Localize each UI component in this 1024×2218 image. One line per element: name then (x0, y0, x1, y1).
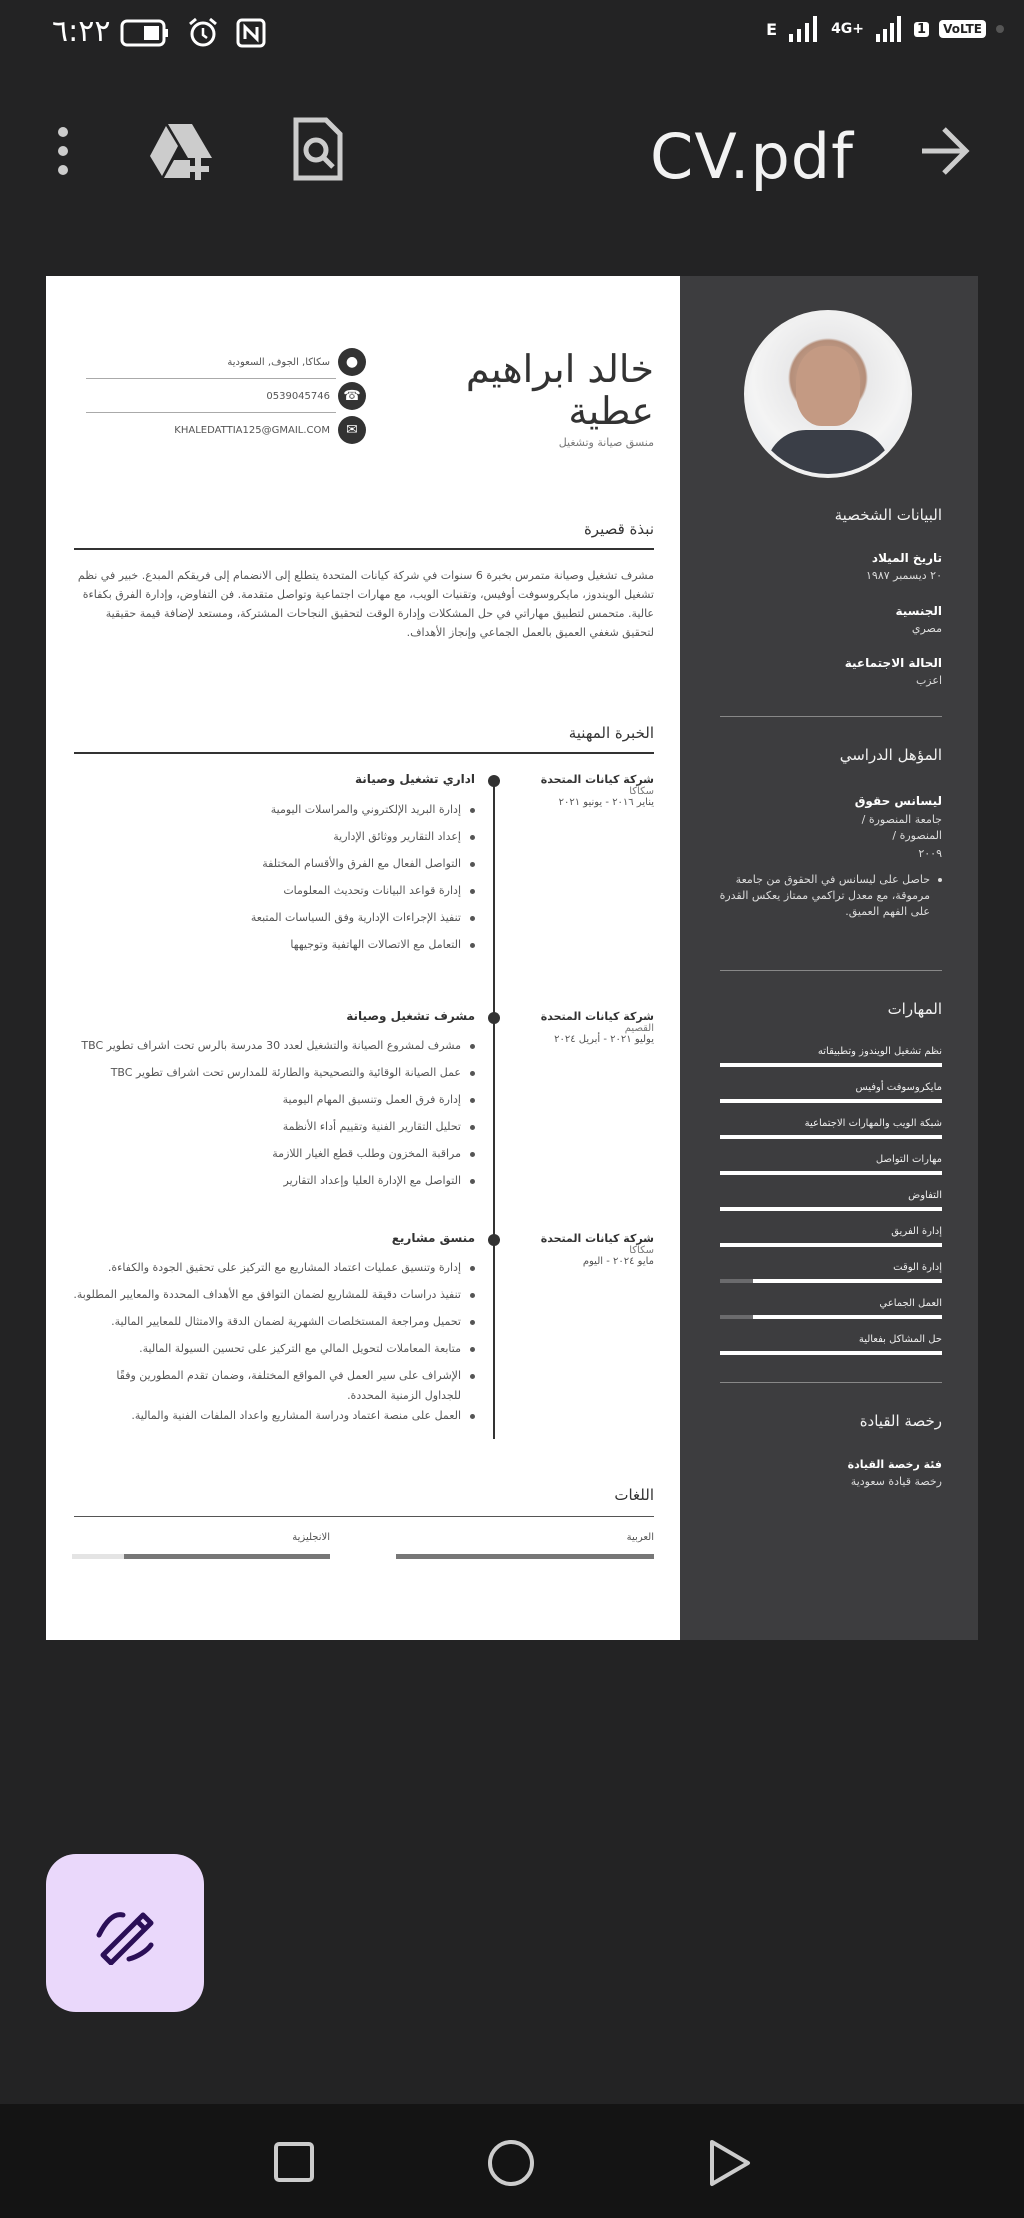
skill-label: مايكروسوفت أوفيس (855, 1082, 942, 1093)
profile-photo (744, 310, 912, 478)
skill-bar (720, 1063, 942, 1067)
skill-item (720, 1262, 942, 1283)
marital-value: اعزب (915, 674, 942, 687)
section-rule (74, 548, 654, 550)
experience-title: الخبرة المهنية (568, 724, 654, 742)
education-note (718, 872, 942, 920)
system-nav-bar (0, 2104, 1024, 2218)
recent-apps-icon[interactable] (272, 2140, 316, 2184)
job-bullets (81, 1036, 475, 1198)
nationality-value: مصري (911, 622, 942, 635)
languages-title: اللغات (614, 1486, 654, 1504)
list-item: مشرف لمشروع الصيانة والتشغيل لعدد 30 مدرسة بالرس تحت اشراف تطوير TBC (95, 1036, 475, 1063)
list-item: التعامل مع الاتصالات الهاتفية وتوجيهها (95, 935, 475, 962)
profile-photo-shirt (766, 430, 890, 478)
cv-subtitle: منسق صيانة وتشغيل (558, 436, 654, 449)
graduation-year: ٢٠٠٩ (918, 847, 942, 860)
section-rule (74, 752, 654, 754)
status-icons-left (120, 16, 266, 50)
timeline-dot (488, 775, 500, 787)
job-role: منسق مشاريع (391, 1231, 475, 1245)
network-type: E (766, 19, 778, 39)
cv-sidebar (680, 276, 978, 1640)
pen-annotate-icon (93, 1901, 157, 1965)
skill-bar-fill (720, 1351, 942, 1355)
contact-location (106, 348, 366, 376)
skill-bar-fill (753, 1279, 942, 1283)
summary-title: نبذة قصيرة (583, 520, 654, 538)
skill-bar (720, 1315, 942, 1319)
divider (86, 378, 336, 379)
skill-item (720, 1190, 942, 1211)
cv-name-line1: خالد ابراهيم (465, 347, 654, 391)
back-icon[interactable] (706, 2138, 752, 2188)
section-rule (74, 1516, 654, 1517)
dob-label: تاريخ الميلاد (871, 551, 942, 565)
job-role: مشرف تشغيل وصيانة (346, 1009, 475, 1023)
status-time: ٦:٢٢ (52, 14, 111, 49)
skill-label: حل المشاكل بفعالية (858, 1334, 942, 1345)
skill-bar-fill (720, 1207, 942, 1211)
more-vert-icon[interactable] (48, 124, 78, 178)
skill-bar-fill (720, 1135, 942, 1139)
job-bullets (73, 1258, 475, 1433)
sim-indicator: 1 (914, 22, 929, 37)
list-item: تنفيذ الإجراءات الإدارية وفق السياسات المتبعة (95, 908, 475, 935)
education-title: المؤهل الدراسي (839, 746, 942, 764)
dob-value: ٢٠ ديسمبر ١٩٨٧ (866, 569, 942, 582)
timeline-dot (488, 1012, 500, 1024)
document-title: CV.pdf (650, 120, 854, 193)
language-name: الانجليزية (292, 1532, 330, 1543)
list-item: عمل الصيانة الوقائية والتصحيحية والطارئة للمدارس تحت اشراف تطوير TBC (95, 1063, 475, 1090)
location-text: سكاكا, الجوف, السعودية (227, 356, 330, 368)
signal-icon (787, 14, 821, 44)
timeline-line (493, 781, 495, 1439)
pdf-toolbar (0, 100, 1024, 210)
university: جامعة المنصورة / المنصورة / (861, 813, 942, 842)
location-pin-icon: ● (338, 348, 366, 376)
phone-text: 0539045746 (266, 390, 330, 402)
list-item: مراقبة المخزون وطلب قطع الغيار اللازمة (95, 1144, 475, 1171)
battery-icon (120, 18, 170, 48)
job-role: اداري تشغيل وصيانة (355, 772, 475, 786)
job-location: سكاكا (629, 1245, 654, 1256)
job-bullets (95, 800, 475, 962)
skill-item (720, 1298, 942, 1319)
skill-bar (720, 1171, 942, 1175)
skill-label: التفاوض (908, 1190, 942, 1201)
skill-bar-fill (753, 1315, 942, 1319)
profile-photo-face (796, 346, 860, 426)
skill-bar (720, 1135, 942, 1139)
personal-info-title: البيانات الشخصية (834, 506, 942, 524)
skills-title: المهارات (887, 1000, 942, 1018)
list-item: إعداد التقارير ووثائق الإدارية (95, 827, 475, 854)
skill-bar (720, 1351, 942, 1355)
skill-item (720, 1226, 942, 1247)
skill-label: إدارة الوقت (893, 1262, 942, 1273)
job-location: القصيم (624, 1023, 654, 1034)
skill-label: شبكة الويب والمهارات الاجتماعية (804, 1118, 942, 1129)
list-item: التواصل الفعال مع الفرق والأقسام المختلفة (95, 854, 475, 881)
skill-bar-fill (720, 1243, 942, 1247)
degree: ليسانس حقوق (854, 794, 942, 808)
list-item: إدارة قواعد البيانات وتحديث المعلومات (95, 881, 475, 908)
divider (720, 1382, 942, 1383)
email-icon: ✉ (338, 416, 366, 444)
skill-item (720, 1046, 942, 1067)
job-dates: مايو ٢٠٢٤ - اليوم (582, 1256, 654, 1267)
license-label: فئة رخصة القيادة (847, 1458, 942, 1471)
pdf-page[interactable] (46, 276, 978, 1640)
license-value: رخصة قيادة سعودية (850, 1475, 942, 1488)
timeline-dot (488, 1234, 500, 1246)
alarm-icon (186, 16, 220, 50)
list-item: العمل على منصة اعتماد ودراسة المشاريع واعداد الملفات الفنية والمالية. (95, 1406, 475, 1433)
search-document-icon[interactable] (292, 116, 344, 182)
language-bar-fill (396, 1554, 654, 1559)
list-item: التواصل مع الإدارة العليا وإعداد التقارير (95, 1171, 475, 1198)
marital-label: الحالة الاجتماعية (844, 656, 942, 670)
skill-bar-fill (720, 1099, 942, 1103)
language-bar-fill (124, 1554, 330, 1559)
job-company: شركة كيانات المتحدة (540, 773, 654, 786)
divider (86, 412, 336, 413)
skill-item (720, 1082, 942, 1103)
job-dates: يوليو ٢٠٢١ - أبريل ٢٠٢٤ (554, 1034, 654, 1045)
language-name: العربية (626, 1532, 654, 1543)
cv-main (46, 276, 680, 1640)
job-company-block (514, 1232, 654, 1267)
list-item: متابعة المعاملات لتحويل المالي مع التركيز على تحسين السيولة المالية. (95, 1339, 475, 1366)
list-item: تنفيذ دراسات دقيقة للمشاريع لضمان التوافق مع الأهداف المحددة والمعايير المطلوبة. (95, 1285, 475, 1312)
job-dates: يناير ٢٠١٦ - يونيو ٢٠٢١ (558, 797, 654, 808)
license-title: رخصة القيادة (859, 1412, 942, 1430)
phone-icon: ☎ (338, 382, 366, 410)
arrow-forward-icon[interactable] (920, 126, 972, 176)
list-item: الإشراف على سير العمل في المواقع المختلفة، وضمان تقدم المطورين وفقًا للجداول الزمنية المحددة. (95, 1366, 475, 1406)
contact-email (106, 416, 366, 444)
home-icon[interactable] (486, 2138, 536, 2188)
skill-bar-fill (720, 1171, 942, 1175)
skill-item (720, 1334, 942, 1355)
status-bar (0, 0, 1024, 70)
education-note-text: حاصل على ليسانس في الحقوق من جامعة مرموقة، مع معدل تراكمي ممتاز يعكس القدرة على الفهم العميق. (719, 873, 930, 918)
job-company: شركة كيانات المتحدة (540, 1232, 654, 1245)
skill-item (720, 1154, 942, 1175)
list-item: إدارة وتنسيق عمليات اعتماد المشاريع مع التركيز على تحقيق الجودة والكفاءة. (95, 1258, 475, 1285)
skill-label: العمل الجماعي (879, 1298, 942, 1309)
network-type-2: 4G+ (831, 21, 865, 37)
skill-label: مهارات التواصل (875, 1154, 942, 1165)
email-text: KHALEDATTIA125@GMAIL.COM (174, 424, 330, 436)
skill-label: نظم تشغيل الويندوز وتطبيقاته (817, 1046, 942, 1057)
volte-badge: VoLTE (939, 20, 986, 38)
skill-bar (720, 1099, 942, 1103)
job-company-block (514, 773, 654, 808)
list-item: إدارة فرق العمل وتنسيق المهام اليومية (95, 1090, 475, 1117)
add-to-drive-icon[interactable] (148, 120, 214, 180)
job-location: سكاكا (629, 786, 654, 797)
skill-bar (720, 1279, 942, 1283)
job-company-block (514, 1010, 654, 1045)
cv-name-line2: عطية (568, 389, 654, 433)
nationality-label: الجنسية (895, 604, 942, 618)
skill-label: إدارة الفريق (891, 1226, 942, 1237)
status-dot (996, 25, 1004, 33)
edit-annotate-button[interactable] (46, 1854, 204, 2012)
contact-phone (106, 382, 366, 410)
job-company: شركة كيانات المتحدة (540, 1010, 654, 1023)
skill-bar (720, 1207, 942, 1211)
divider (720, 716, 942, 717)
status-icons-right (766, 14, 1004, 44)
list-item: تحميل ومراجعة المستخلصات الشهرية لضمان الدقة والامتثال للمعايير المالية. (95, 1312, 475, 1339)
nfc-icon (236, 18, 266, 48)
skill-item (720, 1118, 942, 1139)
list-item: إدارة البريد الإلكتروني والمراسلات اليومية (95, 800, 475, 827)
skill-bar-fill (720, 1063, 942, 1067)
signal-icon-2 (874, 14, 904, 44)
list-item: تحليل التقارير الفنية وتقييم أداء الأنظمة (95, 1117, 475, 1144)
skill-bar (720, 1243, 942, 1247)
divider (720, 970, 942, 971)
summary-text: مشرف تشغيل وصيانة متمرس بخبرة 6 سنوات في شركة كيانات المتحدة يتطلع إلى الانضمام إلى فريقكم المبدع. خبير في نظم تشغيل الويندوز، مايكروسوفت أوفيس، وتقنيات الويب، مع مهارات اجتماعية وتواصل متقدمة. فن التفاوض، وإدارة الفرق بكفاءة عالية. متحمس لتطبيق مهاراتي في حل المشكلات وإدارة الوقت لتحقيق النجاحات المشتركة، ومستعد لإضافة قيمة حقيقية لتحقيق شغفي العميق بالعمل الجماعي وإنجاز الأهداف. (77, 569, 654, 639)
cv-name (466, 348, 654, 432)
